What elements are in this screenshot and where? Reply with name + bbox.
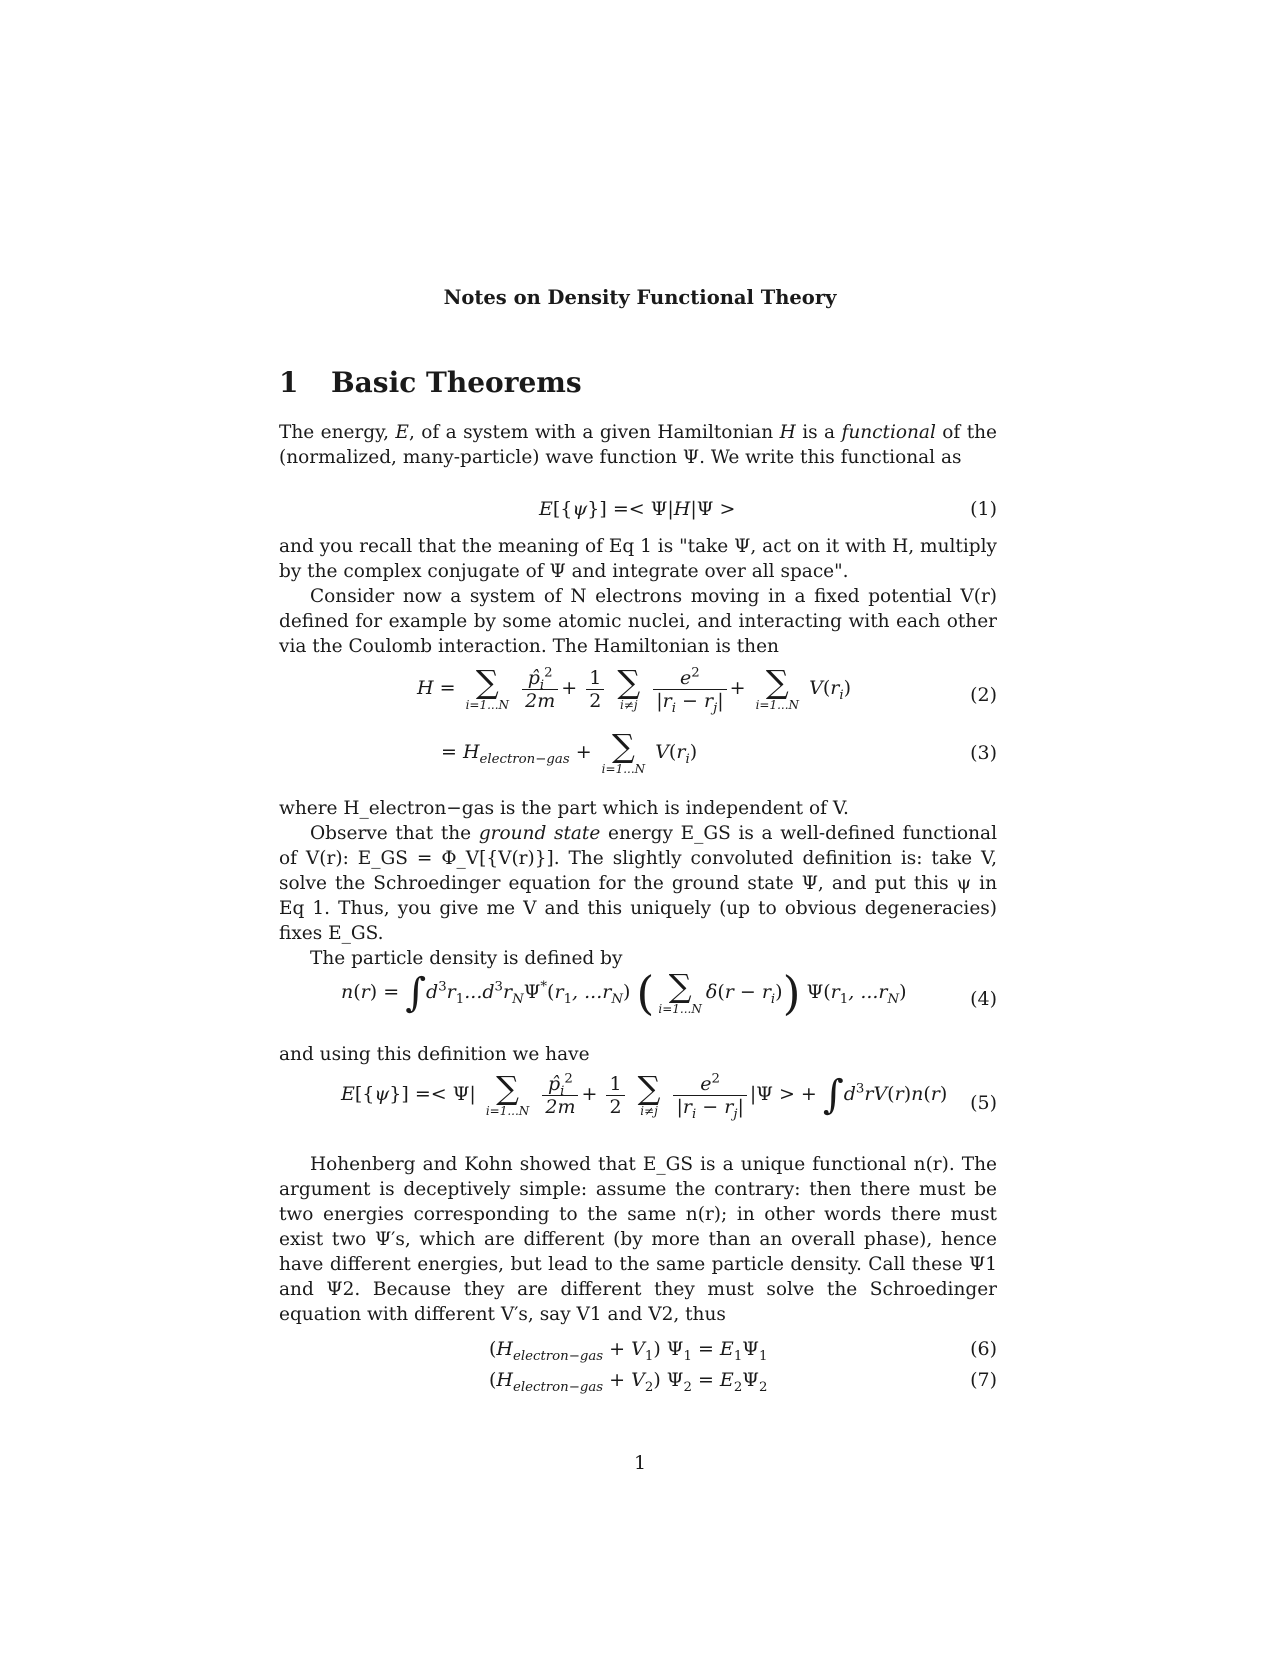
equation-7: $(H_{electron-gas} + V_2) \Psi_2 = E_2\Psi_2$ (7) [489, 1369, 997, 1395]
equation-number: (7) [970, 1369, 997, 1391]
paragraph-8: Hohenberg and Kohn showed that E_GS is a unique functional n(r). The argument is deceptively simple: assume the contrary: then there must be two energies corresponding to the same n(r); in other words there must exist two Ψ′s, which are different (by more than an overall phase), hence have different energies, but lead to the same particle density. Call these Ψ1 and Ψ2. Because they are different they must solve the Schroedinger equation with different V′s, say V1 and V2, thus [279, 1154, 997, 1325]
paragraph-7: and using this definition we have [279, 1044, 590, 1065]
paragraph-2: and you recall that the meaning of Eq 1 is "take Ψ, act on it with H, multiply by the complex conjugate of Ψ and integrate over all space". Consider now a system of N electrons moving in a fixed potential V(r) defined for example by some atomic nuclei, and interacting with each other via the Coulomb interaction. The Hamiltonian is then [279, 536, 997, 657]
equation-6: $(H_{electron-gas} + V_1) \Psi_1 = E_1\Psi_1$ (6) [489, 1338, 997, 1364]
paragraph-4: where H_electron−gas is the part which is independent of V. Observe that the ground state energy E_GS is a well-defined functional of V(r): E_GS = Φ_V[{V(r)}]. The slightly convoluted definition is: take V, solve the Schroedinger equation for the ground state Ψ, and put this ψ in Eq 1. Thus, you give me V and this uniquely (up to obvious degeneracies) fixes E_GS. The particle density is defined by [279, 798, 998, 969]
equation-4: $n(r) = \int d^3r_1...d^3r_N\Psi^*(r_1$, $...r_N$) ( ∑ i=1...N $\delta(r - r_i)$) $\Psi(r_1$, $...r_N$) (4) [341, 966, 997, 1020]
equation-number: (4) [970, 988, 997, 1010]
paragraph-3: Consider now a system of N electrons moving in a fixed potential V(r) defined for example by some atomic nuclei, and interacting with each other via the Coulomb interaction. The Hamiltonian is then [279, 586, 997, 657]
equation-number: (3) [970, 742, 997, 764]
equation-2: H = ∑ i=1...N $\frac{p̂_i^2}{2m}$ + $\frac{1}{2}$ ∑ i≠j $\frac{e^2}{|r_i - r_j|}$ + ∑ i=1...N $V(r_i)$ (2) [417, 663, 997, 716]
paragraph-5: Observe that the ground state energy E_GS is a well-defined functional of V(r): E_GS = Φ_V[{V(r)}]. The slightly convoluted definition is: take V, solve the Schroedinger equation for the ground state Ψ, and put this ψ in Eq 1. Thus, you give me V and this uniquely (up to obvious degeneracies) fixes E_GS. [279, 823, 998, 944]
equation-number: (6) [970, 1338, 997, 1360]
document-title: Notes on Density Functional Theory [443, 286, 837, 309]
equation-number: (1) [970, 498, 997, 520]
equation-3: = $H_{electron-gas}$ + ∑ i=1...N $V(r_i)$ (3) [441, 727, 997, 776]
paragraph-1: The energy, E, of a system with a given Hamiltonian H is a functional of the (normalized, many-particle) wave function Ψ. We write this functional as [279, 422, 997, 468]
equation-1: E[{ψ}] =< Ψ|H|Ψ > (1) [539, 498, 997, 520]
page-number: 1 [633, 1452, 647, 1474]
paragraph-6: The particle density is defined by [310, 948, 623, 969]
section-heading [279, 366, 582, 399]
section-title: Basic Theorems [331, 366, 582, 399]
equation-number: (2) [970, 684, 997, 706]
equation-number: (5) [970, 1092, 997, 1114]
section-number: 1 [279, 366, 299, 399]
equation-5: E[{ψ}] =< Ψ| ∑ i=1...N $\frac{p̂_i^2}{2m}$ + $\frac{1}{2}$ ∑ i≠j $\frac{e^2}{|r_i - r_j|}$ |Ψ > + $\int d^3rV(r)n(r)$ (5) [341, 1069, 997, 1122]
